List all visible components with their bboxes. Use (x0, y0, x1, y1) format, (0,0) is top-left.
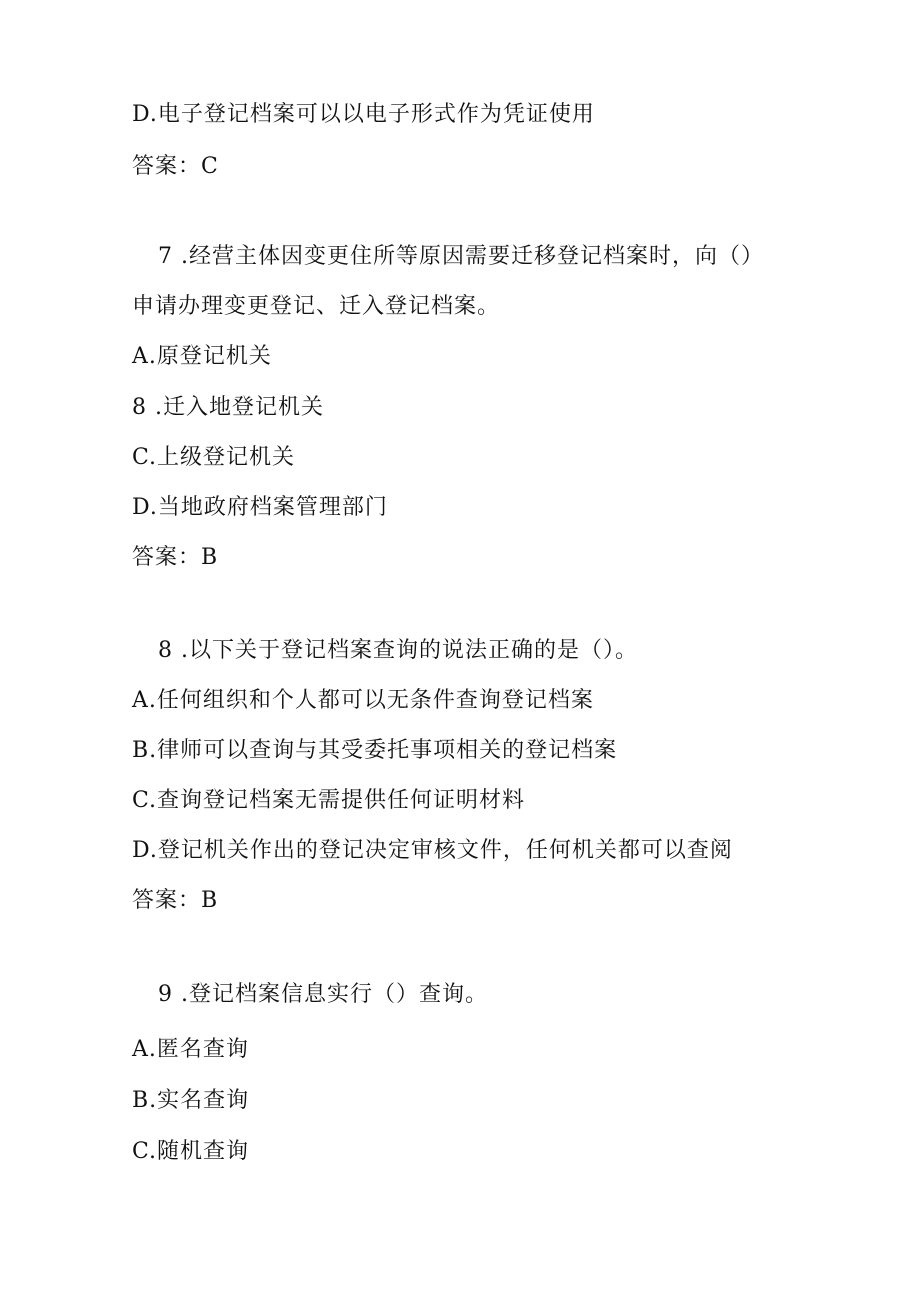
q9-option-a: A.匿名查询 (132, 1037, 249, 1062)
q7-question-line2: 申请办理变更登记、迁入登记档案。 (132, 294, 501, 319)
q7-option-b: 8 .迁入地登记机关 (132, 395, 324, 420)
q7-answer: 答案：B (132, 545, 219, 570)
q8-option-d: D.登记机关作出的登记决定审核文件，任何机关都可以查阅 (132, 838, 733, 863)
q8-option-a: A.任何组织和个人都可以无条件查询登记档案 (132, 688, 594, 713)
q8-answer: 答案：B (132, 888, 219, 913)
q6-option-d: D.电子登记档案可以以电子形式作为凭证使用 (132, 102, 595, 127)
q9-question: 9 .登记档案信息实行（）查询。 (158, 982, 488, 1007)
q9-option-b: B.实名查询 (132, 1088, 250, 1113)
q7-question-line1: 7 .经营主体因变更住所等原因需要迁移登记档案时，向（） (158, 244, 764, 269)
q8-option-c: C.查询登记档案无需提供任何证明材料 (132, 788, 526, 813)
q9-option-c: C.随机查询 (132, 1139, 250, 1164)
q8-question: 8 .以下关于登记档案查询的说法正确的是（）。 (158, 638, 638, 663)
q7-option-d: D.当地政府档案管理部门 (132, 495, 388, 520)
q7-option-c: C.上级登记机关 (132, 445, 296, 470)
q6-answer: 答案：C (132, 154, 219, 179)
q8-option-b: B.律师可以查询与其受委托事项相关的登记档案 (132, 738, 618, 763)
q7-option-a: A.原登记机关 (132, 344, 272, 369)
